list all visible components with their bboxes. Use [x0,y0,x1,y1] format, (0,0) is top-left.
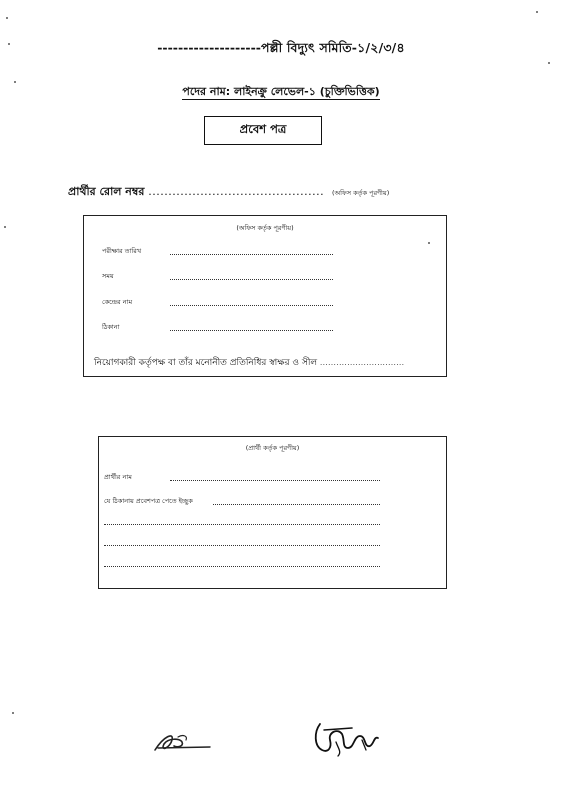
left-initials-signature [150,728,220,758]
roll-number-row [68,183,389,202]
scan-speck [12,712,14,714]
authority-signature-row [94,355,404,370]
header-dashes: -------------------- [157,40,261,55]
admit-card-title: প্রবেশ পত্র [239,122,287,136]
right-signature [308,718,388,760]
admit-card-title-box [204,116,322,145]
scan-speck [548,62,550,64]
roll-number-note: (অফিস কর্তৃক পূরণীয়) [331,189,390,197]
address-label: ঠিকানা [102,323,120,331]
exam-date-field[interactable] [170,254,333,255]
candidate-name-label: প্রার্থীর নাম [104,473,132,481]
mailing-address-field-3[interactable] [104,545,380,546]
mailing-address-field-2[interactable] [104,524,380,525]
organization-name: পল্লী বিদ্যুৎ সমিতি-১/২/৩/৪ [261,40,405,55]
mailing-address-field-1[interactable] [213,504,380,505]
post-name-text: পদের নাম: লাইনক্রু লেভেল-১ (চুক্তিভিত্তিক) [182,85,380,98]
candidate-section-box [98,436,447,589]
authority-signature-field[interactable]: ............................... [320,359,405,367]
scan-speck [14,81,16,83]
candidate-box-title: (প্রার্থী কর্তৃক পূরণীয়) [245,444,300,452]
scan-speck [8,43,10,45]
authority-signature-label: নিয়োগকারী কর্তৃপক্ষ বা তাঁর মনোনীত প্রতিনিধির স্বাক্ষর ও সীল [94,358,318,368]
office-box-title: (অফিস কর্তৃক পূরণীয়) [236,224,294,232]
time-field[interactable] [170,279,333,280]
document-header [0,40,562,60]
roll-number-label: প্রার্থীর রোল নম্বর [68,185,145,198]
scan-speck [536,11,538,13]
post-name [0,83,562,102]
address-field[interactable] [170,330,333,331]
mailing-address-field-4[interactable] [104,566,380,567]
candidate-name-field[interactable] [170,480,380,481]
exam-date-label: পরীক্ষার তারিখ [102,247,142,255]
scan-speck [4,226,6,228]
time-label: সময় [102,272,114,280]
scan-speck [428,242,430,244]
mailing-address-label: যে ঠিকানায় প্রবেশপত্র পেতে ইচ্ছুক [104,497,193,505]
office-section-box [83,215,447,377]
centre-name-field[interactable] [170,305,333,306]
scan-speck [6,17,8,19]
roll-number-field[interactable]: ............................................ [148,185,325,198]
centre-name-label: কেন্দ্রের নাম [102,298,133,306]
